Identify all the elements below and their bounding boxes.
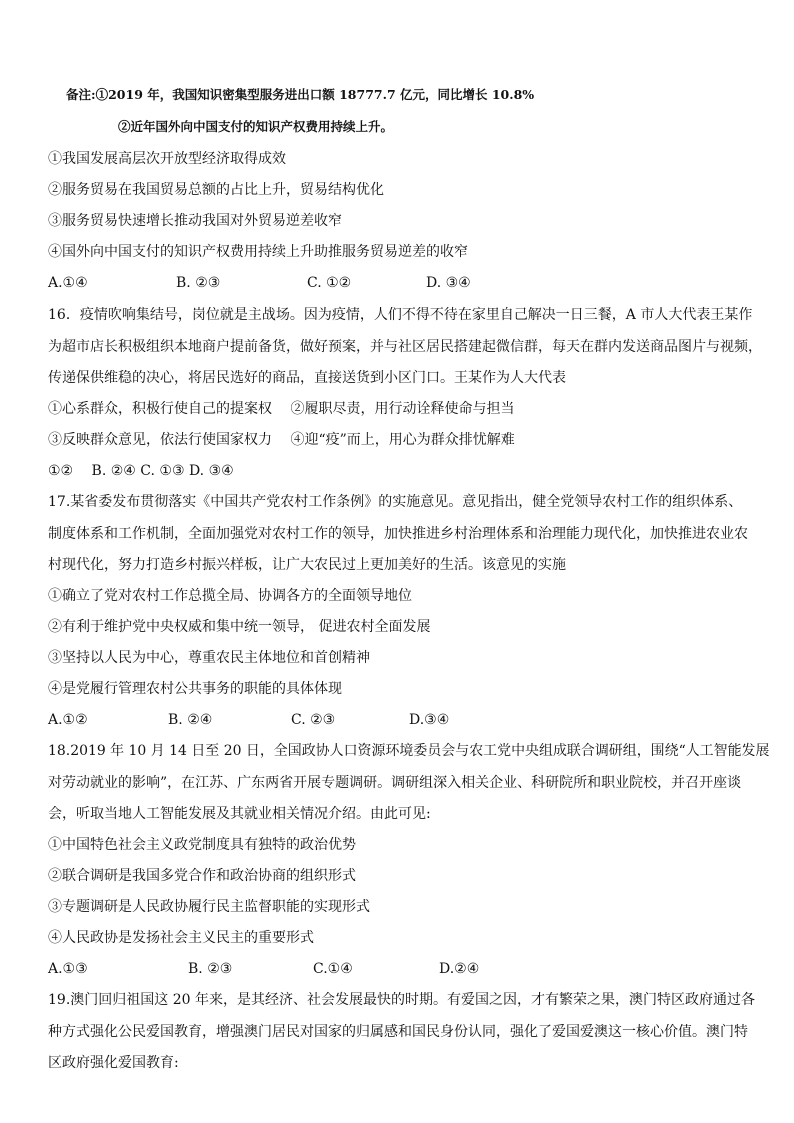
q18-statement-4: ④人民政协是发扬社会主义民主的重要形式 xyxy=(48,930,314,946)
q15-option-c: C. ①② xyxy=(307,275,352,291)
q17-statement-4: ④是党履行管理农村公共事务的职能的具体体现 xyxy=(48,681,342,697)
q16-statements-2: ③反映群众意见，依法行使国家权力 ④迎“疫”而上，用心为群众排忧解难 xyxy=(48,432,515,448)
q15-options xyxy=(48,274,471,292)
q17-option-a: A.①② xyxy=(48,712,88,728)
q18-stem-1: 18.2019 年 10 月 14 日至 20 日，全国政协人口资源环境委员会与农工党中央组成联合调研组，围绕“人工智能发展 xyxy=(48,743,770,759)
q16-statements-1: ①心系群众，积极行使自己的提案权 ②履职尽责，用行动诠释使命与担当 xyxy=(48,401,515,417)
q18-stem-3: 会，听取当地人工智能发展及其就业相关情况介绍。由此可见: xyxy=(48,806,431,822)
q15-option-d: D. ③④ xyxy=(426,275,471,291)
q16-stem-2: 为超市店长积极组织本地商户提前备货，做好预案，并与社区居民搭建起微信群，每天在群内发送商品图片与视频， xyxy=(48,339,762,355)
q16-options: ①② B. ②④ C. ①③ D. ③④ xyxy=(48,463,234,479)
q18-statement-1: ①中国特色社会主义政党制度具有独特的政治优势 xyxy=(48,837,356,853)
q18-stem-2: 对劳动就业的影响”，在江苏、广东两省开展专题调研。调研组深入相关企业、科研院所和职业院校，并召开座谈 xyxy=(48,775,742,791)
q17-stem-3: 村现代化，努力打造乡村振兴样板，让广大农民过上更加美好的生活。该意见的实施 xyxy=(48,557,566,573)
q15-statement-4: ④国外向中国支付的知识产权费用持续上升助推服务贸易逆差的收窄 xyxy=(48,244,468,260)
q18-option-a: A.①③ xyxy=(48,961,88,977)
q19-stem-2: 种方式强化公民爱国教育，增强澳门居民对国家的归属感和国民身份认同，强化了爱国爱澳这一核心价值。澳门特 xyxy=(48,1024,748,1040)
q17-option-b: B. ②④ xyxy=(168,712,213,728)
q15-option-a: A.①④ xyxy=(48,275,88,291)
q17-stem-1: 17.某省委发布贯彻落实《中国共产党农村工作条例》的实施意见。意见指出，健全党领导农村工作的组织体系、 xyxy=(48,494,743,510)
q17-statement-3: ③坚持以人民为中心，尊重农民主体地位和首创精神 xyxy=(48,650,370,666)
q15-statement-1: ①我国发展高层次开放型经济取得成效 xyxy=(48,151,286,167)
note-1: 备注:①2019 年，我国知识密集型服务进出口额 18777.7 亿元，同比增长 10.8% xyxy=(66,87,535,102)
q17-option-d: D.③④ xyxy=(409,712,450,728)
q17-options xyxy=(48,711,449,729)
note-2: ②近年国外向中国支付的知识产权费用持续上升。 xyxy=(118,119,394,134)
q17-statement-1: ①确立了党对农村工作总揽全局、协调各方的全面领导地位 xyxy=(48,588,412,604)
q16-stem-1: 16．疫情吹响集结号，岗位就是主战场。因为疫情，人们不得不待在家里自己解决一日三餐，A 市人大代表王某作 xyxy=(48,307,753,323)
q15-statement-2: ②服务贸易在我国贸易总额的占比上升，贸易结构优化 xyxy=(48,182,384,198)
q18-option-d: D.②④ xyxy=(439,961,480,977)
q17-statement-2: ②有利于维护党中央权威和集中统一领导， 促进农村全面发展 xyxy=(48,619,431,635)
q18-options xyxy=(48,960,479,978)
q18-statement-2: ②联合调研是我国多党合作和政治协商的组织形式 xyxy=(48,868,356,884)
q19-stem-1: 19.澳门回归祖国这 20 年来，是其经济、社会发展最快的时期。有爱国之因，才有繁荣之果，澳门特区政府通过各 xyxy=(48,992,755,1008)
q15-statement-3: ③服务贸易快速增长推动我国对外贸易逆差收窄 xyxy=(48,213,342,229)
q16-stem-3: 传递保供维稳的决心，将居民选好的商品，直接送货到小区门口。王某作为人大代表 xyxy=(48,370,566,386)
q18-option-c: C.①④ xyxy=(313,961,353,977)
q17-option-c: C. ②③ xyxy=(291,712,336,728)
q15-option-b: B. ②③ xyxy=(176,275,221,291)
q19-stem-3: 区政府强化爱国教育: xyxy=(48,1055,179,1071)
q18-statement-3: ③专题调研是人民政协履行民主监督职能的实现形式 xyxy=(48,899,370,915)
q18-option-b: B. ②③ xyxy=(188,961,233,977)
q17-stem-2: 制度体系和工作机制，全面加强党对农村工作的领导，加快推进乡村治理体系和治理能力现代化，加快推进农业农 xyxy=(48,526,748,542)
